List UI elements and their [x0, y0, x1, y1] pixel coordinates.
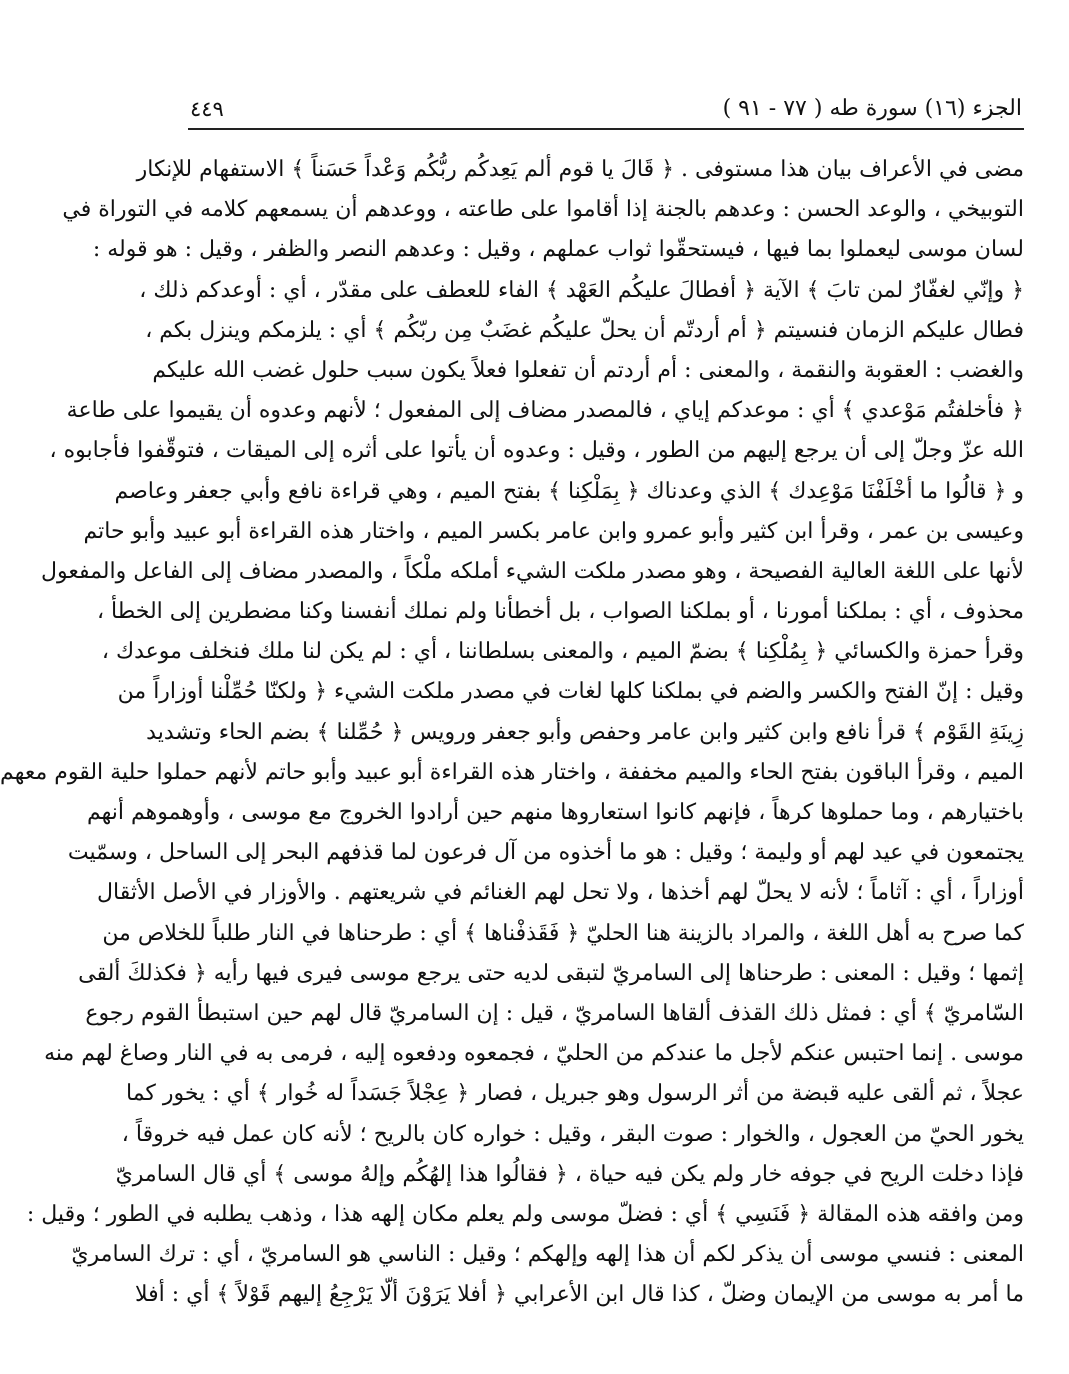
text-line: إثمها ؛ وقيل : المعنى : طرحناها إلى السامريّ لتبقى لديه حتى يرجع موسى فيرى فيها رأيه ﴿ فكذلكَ ألقى: [78, 960, 1024, 986]
text-line: السّامريّ ﴾ أي : فمثل ذلك القذف ألقاها السامريّ ، قيل : إن السامريّ قال لهم حين استبطأ القوم رجوع: [85, 1000, 1024, 1026]
running-header: [188, 92, 1024, 124]
text-line: والغضب : العقوبة والنقمة ، والمعنى : أم أردتم أن تفعلوا فعلاً يكون سبب حلول غضب الله عليكم: [152, 357, 1024, 383]
text-line: ما أمر به موسى من الإيمان وضلّ ، كذا قال ابن الأعرابي ﴿ أفلا يَرَوْنَ ألّا يَرْجِعُ إليهم قَوْلاً ﴾ أي : أفلا: [135, 1282, 1024, 1308]
text-line: الله عزّ وجلّ إلى أن يرجع إليهم من الطور ، وقيل : وعدوه أن يأتوا على أثره إلى الميقات ، فتوقّفوا فأجابوه ،: [49, 438, 1024, 464]
page-number: ٤٤٩: [190, 97, 224, 121]
text-line: لسان موسى ليعملوا بما فيها ، فيستحقّوا ثواب عملهم ، وقيل : وعدهم النصر والظفر ، وقيل : هو قوله :: [92, 237, 1024, 263]
text-line: وقرأ حمزة والكسائي ﴿ بِمُلْكِنا ﴾ بضمّ الميم ، والمعنى بسلطاننا ، أي : لم يكن لنا ملك فنخلف موعدك ،: [101, 639, 1024, 665]
text-line: الميم ، وقرأ الباقون بفتح الحاء والميم مخففة ، واختار هذه القراءة أبو عبيد وأبو حاتم لأنهم حملوا حلية القوم معهم: [0, 759, 1024, 785]
text-line: ﴿ فأخلفتُم مَوْعدي ﴾ أي : موعدكم إياي ، فالمصدر مضاف إلى المفعول ؛ لأنهم وعدوه أن يقيموا على طاعة: [66, 398, 1024, 424]
text-line: و ﴿ قالُوا ما أخْلَفْنَا مَوْعِدك ﴾ الذي وعدناك ﴿ بِمَلْكِنا ﴾ بفتح الميم ، وهي قراءة نافع وأبي جعفر وعاصم: [114, 478, 1024, 504]
text-line: المعنى : فنسي موسى أن يذكر لكم أن هذا إلهه وإلهكم ؛ وقيل : الناسي هو السامريّ ، أي : ترك السامريّ: [71, 1242, 1024, 1268]
text-line: وقيل : إنّ الفتح والكسر والضم في بملكنا كلها لغات في مصدر ملكت الشيء ﴿ ولكنّا حُمِّلْنا أوزاراً من: [117, 679, 1024, 705]
header-title: الجزء (١٦) سورة طه ( ٧٧ - ٩١ ): [722, 96, 1022, 121]
text-line: يجتمعون في عيد لهم أو وليمة ؛ وقيل : هو ما أخذوه من آل فرعون لما قذفهم البحر إلى الساحل ، وسمّيت: [67, 840, 1024, 866]
text-line: ومن وافقه هذه المقالة ﴿ فَنَسِي ﴾ أي : فضلّ موسى ولم يعلم مكان إلهه هذا ، وذهب يطلبه في الطور ؛ وقيل :: [26, 1201, 1024, 1227]
book-page: [0, 92, 1024, 1315]
header-rule: [188, 128, 1024, 130]
text-line: يخور الحيّ من العجول ، والخوار : صوت البقر ، وقيل : خواره كان بالريح ؛ لأنه كان عمل فيه خروقاً ،: [121, 1121, 1024, 1147]
text-line: كما صرح به أهل اللغة ، والمراد بالزينة هنا الحليّ ﴿ فَقَذفْناها ﴾ أي : طرحناها في النار طلباً للخلاص من: [102, 920, 1024, 946]
text-line: أوزاراً ، أي : آثاماً ؛ لأنه لا يحلّ لهم أخذها ، ولا تحل لهم الغنائم في شريعتهم . والأوزار في الأصل الأثقال: [97, 880, 1024, 906]
text-line: زِينَةِ القَوْم ﴾ قرأ نافع وابن كثير وابن عامر وحفص وأبو جعفر ورويس ﴿ حُمِّلنا ﴾ بضم الحاء وتشديد: [146, 719, 1024, 745]
text-line: لأنها على اللغة العالية الفصيحة ، وهو مصدر ملكت الشيء أملكه ملْكاً ، والمصدر مضاف إلى الفاعل والمفعول: [40, 558, 1024, 584]
text-line: عجلاً ، ثم ألقى عليه قبضة من أثر الرسول وهو جبريل ، فصار ﴿ عِجْلاً جَسَداً له خُوار ﴾ أي : يخور كما: [125, 1081, 1024, 1107]
text-line: فإذا دخلت الريح في جوفه خار ولم يكن فيه حياة ، ﴿ فقالُوا هذا إلهُكُم وإلهُ موسى ﴾ أي قال السامريّ: [115, 1161, 1024, 1187]
text-line: ﴿ وإنّي لغفّارٌ لمن تابَ ﴾ الآية ﴿ أفطالَ عليكُم العَهْد ﴾ الفاء للعطف على مقدّر ، أي : أوعدكم ذلك ،: [139, 277, 1024, 303]
text-line: مضى في الأعراف بيان هذا مستوفى . ﴿ قَالَ يا قوم ألم يَعِدكُم ربُّكُم وَعْداً حَسَناً ﴾ الاستفهام للإنكار: [136, 157, 1024, 182]
text-line: باختيارهم ، وما حملوها كرهاً ، فإنهم كانوا استعاروها منهم حين أرادوا الخروج مع موسى ، وأوهموهم أنهم: [87, 800, 1024, 825]
text-line: موسى . إنما احتبس عنكم لأجل ما عندكم من الحليّ ، فجمعوه ودفعوه إليه ، فرمى به في النار وصاغ لهم منه: [44, 1041, 1024, 1067]
text-line: التوبيخي ، والوعد الحسن : وعدهم بالجنة إذا أقاموا على طاعته ، ووعدهم أن يسمعهم كلامه في التوراة في: [62, 197, 1024, 223]
text-line: وعيسى بن عمر ، وقرأ ابن كثير وأبو عمرو وابن عامر بكسر الميم ، واختار هذه القراءة أبو عبيد وأبو حاتم: [83, 518, 1024, 544]
text-line: محذوف ، أي : بملكنا أمورنا ، أو بملكنا الصواب ، بل أخطأنا ولم نملك أنفسنا وكنا مضطرين إلى الخطأ ،: [96, 599, 1024, 625]
text-line: فطال عليكم الزمان فنسيتم ﴿ أم أردتّم أن يحلّ عليكُم غضَبٌ مِن ربّكُم ﴾ أي : يلزمكم وينزل بكم ،: [145, 317, 1024, 343]
body-text: [0, 150, 1024, 1315]
